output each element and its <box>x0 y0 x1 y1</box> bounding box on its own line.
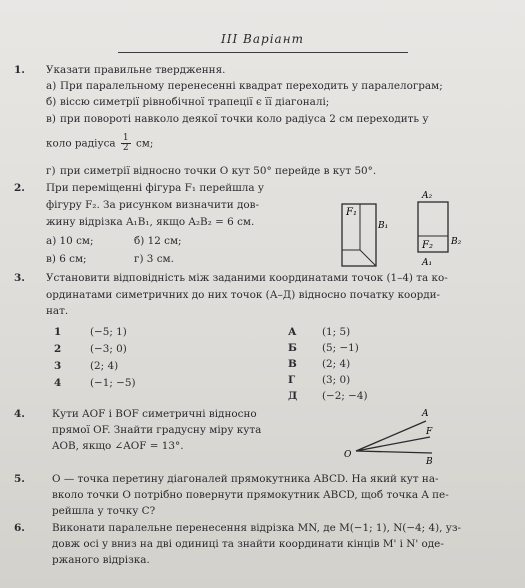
q6-line-2: довж осі y вниз на дві одиниці та знайти координати кінців M' і N' оде- <box>52 538 444 550</box>
q3-line-1: Установити відповідність між заданими координатами точок (1–4) та ко- <box>46 272 448 284</box>
q1-stem: Указати правильне твердження. <box>46 64 226 76</box>
q3-right-key: А <box>288 326 297 338</box>
fraction-denominator: 2 <box>122 143 129 153</box>
q3-number: 3. <box>14 272 25 284</box>
q3-right-coordinate: (2; 4) <box>322 358 351 370</box>
q5-line-1: O — точка перетину діагоналей прямокутника ABCD. На який кут на- <box>52 473 439 485</box>
q1-option-a-text: При паралельному перенесенні квадрат переходить у паралелограм; <box>60 80 443 92</box>
q2-figure <box>330 190 510 270</box>
q2-answer-b: б) 12 см; <box>134 235 182 247</box>
q3-right-coordinate: (1; 5) <box>322 326 351 338</box>
q5-number: 5. <box>14 473 25 485</box>
q3-right-key: В <box>288 358 297 370</box>
fraction-numerator: 1 <box>122 133 129 143</box>
title-divider <box>118 52 408 53</box>
q3-left-key: 2 <box>54 343 62 355</box>
q3-left-coordinate: (2; 4) <box>90 360 119 372</box>
label-f1: F₁ <box>346 207 357 218</box>
ray-oa <box>356 421 426 451</box>
q3-left-coordinate: (−1; −5) <box>90 377 136 389</box>
label-a1: A₁ <box>422 258 433 268</box>
q2-answer-d: г) 3 см. <box>134 253 174 265</box>
q3-left-key: 3 <box>54 360 62 372</box>
ray-ob <box>356 451 432 453</box>
page-title: ІІІ Варіант <box>221 32 304 46</box>
label-b2: B₂ <box>451 237 462 247</box>
label-a2: A₂ <box>422 191 433 201</box>
q4-line-2: прямої OF. Знайти градусну міру кута <box>52 424 262 436</box>
q1-option-d-label: г) <box>46 165 56 177</box>
ray-of <box>356 437 430 451</box>
q3-right-key: Б <box>288 342 297 354</box>
q1-option-c-text: при повороті навколо деякої точки коло радіуса 2 см переходить у <box>60 113 429 125</box>
q2-line-1: При переміщенні фігура F₁ перейшла у <box>46 182 265 194</box>
q3-line-2: ординатами симетричних до них точок (А–Д) відносно початку коорди- <box>46 289 441 301</box>
q1-option-c-text-2: коло радіуса <box>46 137 116 150</box>
q6-number: 6. <box>14 522 25 534</box>
q3-right-coordinate: (3; 0) <box>322 374 351 386</box>
q1-option-d-text: при симетрії відносно точки O кут 50° перейде в кут 50°. <box>60 165 377 177</box>
q3-right-coordinate: (−2; −4) <box>322 390 368 402</box>
q4-line-3: AOB, якщо ∠AOF = 13°. <box>52 440 184 452</box>
q1-option-b-label: б) <box>46 96 57 108</box>
q3-right-key: Д <box>288 390 298 402</box>
q1-option-c-text-3: см; <box>135 137 154 150</box>
q3-line-3: нат. <box>46 305 69 317</box>
q2-line-2: фігуру F₂. За рисунком визначити дов- <box>46 199 259 211</box>
q1-option-c-continuation <box>46 134 153 153</box>
q3-left-coordinate: (−5; 1) <box>90 326 127 338</box>
label-a: A <box>422 409 429 419</box>
q4-figure <box>340 405 440 470</box>
q6-line-3: ржаного відрізка. <box>52 554 150 566</box>
q3-left-key: 4 <box>54 377 62 389</box>
q3-left-coordinate: (−3; 0) <box>90 343 127 355</box>
q4-line-1: Кути AOF і BOF симетричні відносно <box>52 408 257 420</box>
q2-number: 2. <box>14 182 25 194</box>
label-f: F <box>426 427 433 437</box>
q2-answer-a: а) 10 см; <box>46 235 94 247</box>
q4-number: 4. <box>14 408 25 420</box>
q1-option-c-label: в) <box>46 113 56 125</box>
q6-line-1: Виконати паралельне перенесення відрізка MN, де M(−1; 1), N(−4; 4), уз- <box>52 522 462 534</box>
label-f2: F₂ <box>422 240 433 251</box>
q1-option-a-label: а) <box>46 80 57 92</box>
q5-line-2: вколо точки O потрібно повернути прямокутник ABCD, щоб точка A пе- <box>52 489 449 501</box>
q2-answer-c: в) 6 см; <box>46 253 87 265</box>
label-b: B <box>426 457 433 467</box>
label-o: O <box>344 450 352 460</box>
q1-number: 1. <box>14 64 25 76</box>
q1-fraction-one-half <box>121 134 131 153</box>
q3-right-coordinate: (5; −1) <box>322 342 359 354</box>
q2-line-3: жину відрізка A₁B₁, якщо A₂B₂ = 6 см. <box>46 216 255 228</box>
q3-right-key: Г <box>288 374 296 386</box>
label-b1: B₁ <box>378 221 389 231</box>
q3-left-key: 1 <box>54 326 62 338</box>
q1-option-b-text: віссю симетрії рівнобічної трапеції є її діагоналі; <box>60 96 330 108</box>
q5-line-3: рейшла у точку C? <box>52 505 156 517</box>
